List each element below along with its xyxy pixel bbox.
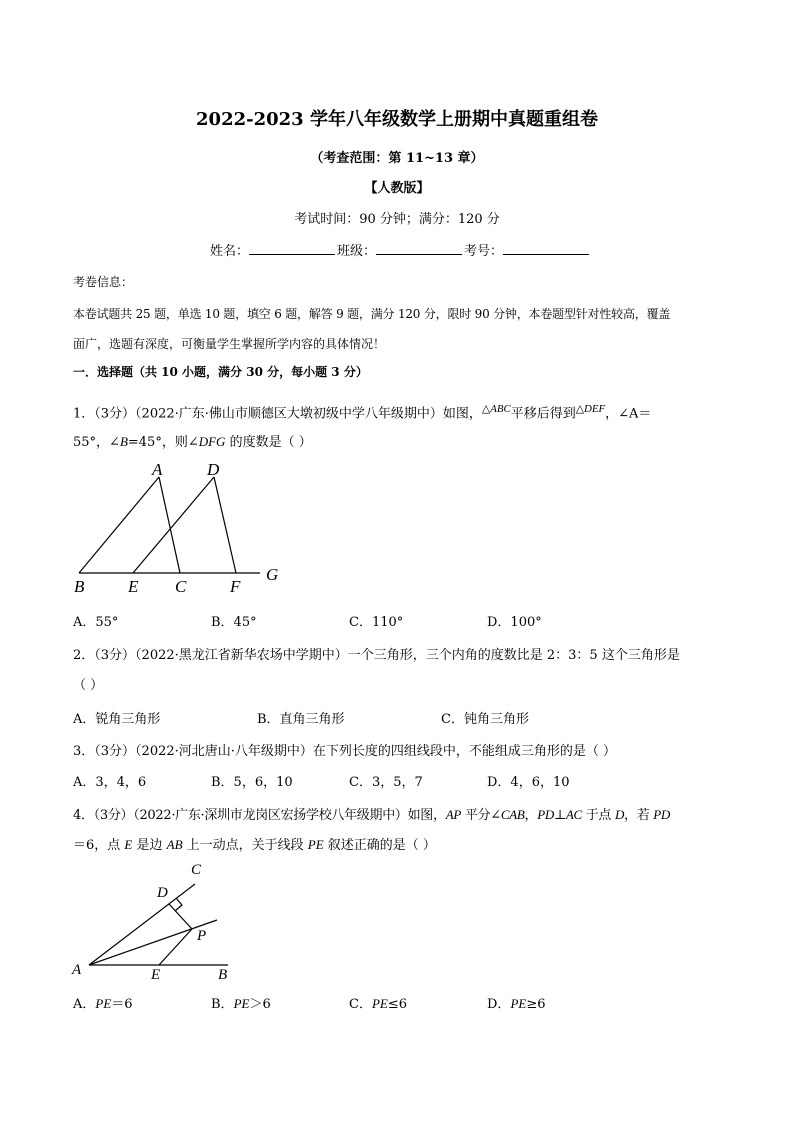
q1-option-a[interactable]: A．55°	[73, 615, 119, 630]
q4-label-a: A	[72, 962, 82, 978]
option-relation: ≥6	[526, 997, 546, 1012]
q1-text: 55°，∠	[73, 435, 120, 450]
q1-option-b[interactable]: B．45°	[211, 615, 257, 630]
q4-text: 平分∠	[461, 808, 501, 823]
option-letter: A．	[73, 997, 96, 1012]
q4-var: E	[124, 837, 133, 852]
q4-line-1	[73, 804, 670, 823]
q1-label-d: D	[207, 460, 220, 479]
q4-label-c: C	[191, 862, 202, 878]
q4-label-b: B	[218, 967, 228, 983]
name-field[interactable]	[249, 242, 335, 255]
info-heading: 考卷信息：	[73, 275, 134, 289]
q4-text: 4．（3分）（2022·广东·深圳市龙岗区宏扬学校八年级期中）如图，	[73, 808, 446, 823]
q1-var: B	[119, 434, 128, 449]
q4-text: 上一动点，关于线段	[182, 838, 308, 853]
number-label: 考号：	[464, 244, 504, 259]
exam-scope: （考查范围：第 11~13 章）	[310, 151, 484, 166]
q4-text: 叙述正确的是（ ）	[323, 838, 436, 853]
q4-option-d[interactable]	[487, 993, 546, 1012]
q1-option-c[interactable]: C．110°	[349, 615, 404, 630]
q2-option-b[interactable]: B．直角三角形	[257, 712, 345, 727]
option-relation: ＝6	[111, 997, 133, 1012]
q1-segment-ab	[79, 477, 159, 573]
option-var: PE	[510, 996, 527, 1011]
q4-option-b[interactable]	[211, 993, 271, 1012]
q1-line-2	[73, 431, 312, 450]
q4-var: AC	[565, 807, 582, 822]
q1-option-d[interactable]: D．100°	[487, 615, 542, 630]
q4-label-d: D	[157, 885, 168, 901]
q3-option-d[interactable]: D．4，6，10	[487, 775, 570, 790]
q4-text: ＝6，点	[73, 838, 125, 853]
q1-segment-df	[214, 477, 236, 573]
q1-text: =45°，则∠	[127, 435, 199, 450]
name-label: 姓名：	[210, 244, 250, 259]
q1-label-e: E	[128, 577, 139, 596]
edition-label: 【人教版】	[364, 181, 430, 196]
q4-var: PD	[537, 807, 554, 822]
q2-line-2: （ ）	[73, 678, 104, 693]
q1-label-c: C	[175, 577, 187, 596]
q4-label-p: P	[197, 928, 207, 944]
option-letter: D．	[487, 997, 511, 1012]
option-var: PE	[371, 996, 388, 1011]
q4-text: 是边	[132, 838, 167, 853]
info-line-1: 本卷试题共 25 题，单选 10 题，填空 6 题，解答 9 题，满分 120 分，限时 90 分钟，本卷题型针对性较高，覆盖	[73, 307, 671, 321]
q4-option-a[interactable]	[73, 993, 133, 1012]
q4-segment-pd	[169, 904, 192, 929]
q1-segment-ed	[133, 477, 214, 573]
q4-var: CAB	[500, 807, 525, 822]
q1-tail: ，∠A＝	[605, 406, 652, 422]
q4-option-c[interactable]	[349, 993, 407, 1012]
q4-right-angle-mark	[175, 898, 182, 911]
q1-label-b: B	[74, 577, 85, 596]
student-info-row	[210, 240, 591, 259]
q4-var: AB	[166, 837, 183, 852]
q1-label-a: A	[152, 460, 163, 479]
q2-option-c[interactable]: C．钝角三角形	[441, 712, 529, 727]
class-field[interactable]	[376, 242, 462, 255]
exam-time: 考试时间：90 分钟；满分：120 分	[294, 212, 500, 227]
q4-text: ⊥	[553, 808, 566, 823]
page-title: 2022-2023 学年八年级数学上册期中真题重组卷	[196, 109, 598, 130]
q4-figure	[65, 858, 245, 986]
option-var: PE	[95, 996, 112, 1011]
q1-var: DFG	[198, 434, 226, 449]
q3-option-a[interactable]: A．3，4，6	[73, 775, 147, 790]
option-relation: ＞6	[249, 997, 271, 1012]
q3-line-1: 3．（3分）（2022·河北唐山·八年级期中）在下列长度的四组线段中，不能组成三角形的是（ ）	[73, 744, 617, 759]
q4-text: ，若	[624, 808, 654, 823]
q2-option-a[interactable]: A．锐角三角形	[73, 712, 161, 727]
q1-mid: 平移后得到	[510, 406, 576, 422]
q1-text: 的度数是（ ）	[225, 435, 312, 450]
section-heading-choice: 一．选择题（共 10 小题，满分 30 分，每小题 3 分）	[73, 365, 368, 379]
q4-text: 于点	[581, 808, 615, 823]
q1-prefix: 1．（3分）（2022·广东·佛山市顺德区大墩初级中学八年级期中）如图，	[73, 406, 482, 422]
q1-triangle-def: △DEF	[575, 403, 606, 415]
option-relation: ≤6	[387, 997, 408, 1012]
q4-var: PD	[653, 807, 671, 822]
q4-label-e: E	[151, 967, 161, 983]
q1-label-f: F	[230, 577, 241, 596]
q1-line-1	[73, 402, 651, 421]
q4-var: PE	[307, 837, 324, 852]
option-var: PE	[233, 996, 250, 1011]
q4-text: ，	[524, 808, 538, 823]
q4-line-2	[73, 834, 436, 853]
q1-segment-ac	[159, 477, 180, 573]
q1-triangle-abc: △ABC	[481, 403, 511, 415]
info-line-2: 面广，选题有深度，可衡量学生掌握所学内容的具体情况！	[73, 337, 386, 351]
q1-label-g: G	[266, 565, 279, 584]
q4-var: D	[614, 807, 625, 822]
q1-figure	[70, 455, 290, 600]
q4-ray-ac	[89, 884, 195, 965]
option-letter: B．	[211, 997, 234, 1012]
number-field[interactable]	[503, 242, 589, 255]
option-letter: C．	[349, 997, 372, 1012]
q3-option-b[interactable]: B．5，6，10	[211, 775, 293, 790]
class-label: 班级：	[337, 244, 377, 259]
q3-option-c[interactable]: C．3，5，7	[349, 775, 423, 790]
q4-var: AP	[445, 807, 461, 822]
q2-line-1: 2．（3分）（2022·黑龙江省新华农场中学期中）一个三角形，三个内角的度数比是 2：3：5 这个三角形是	[73, 648, 680, 663]
